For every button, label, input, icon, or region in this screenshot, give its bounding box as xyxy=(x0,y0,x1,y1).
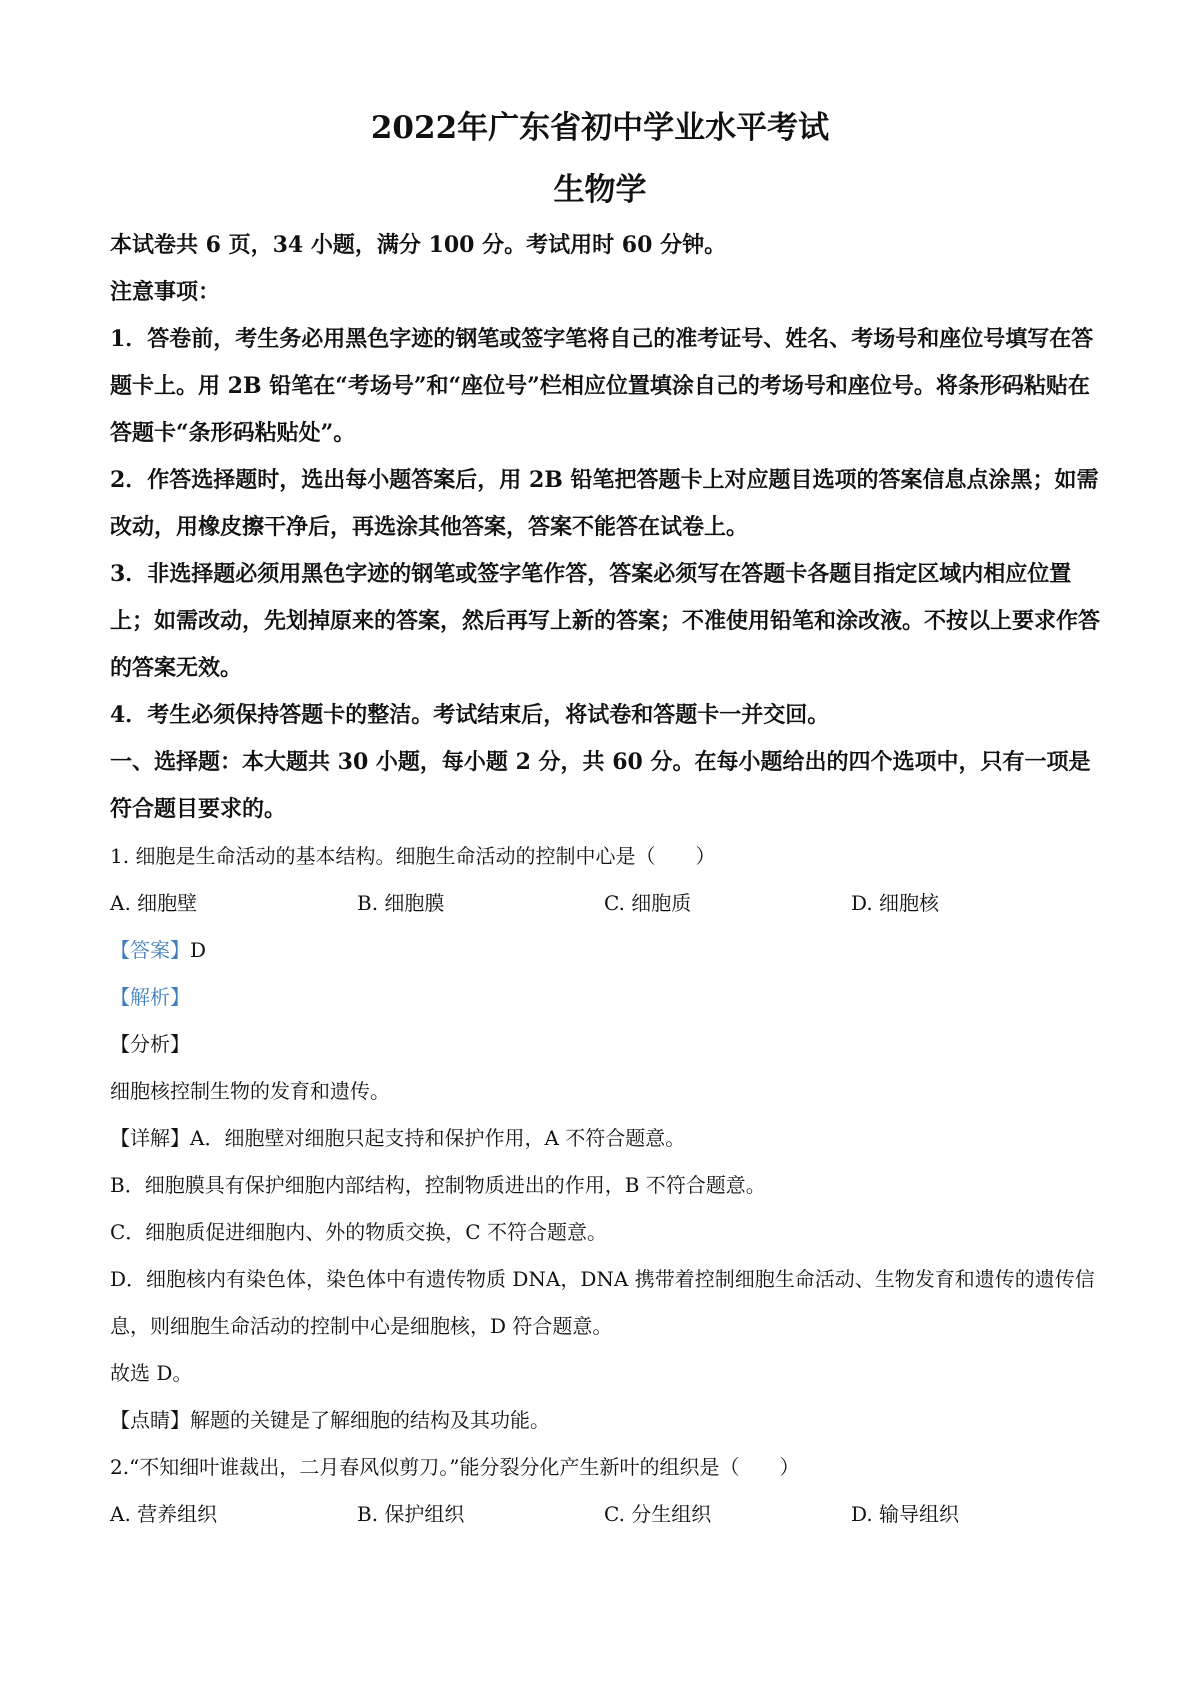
exam-content xyxy=(110,222,1100,1538)
option-c: C. 细胞质 xyxy=(604,891,692,915)
answer-value: D xyxy=(190,938,207,962)
option-a: A. 营养组织 xyxy=(110,1502,218,1526)
section-heading: 一、选择题：本大题共 30 小题，每小题 2 分，共 60 分。在每小题给出的四个选项中，只有一项是符合题目要求的。 xyxy=(110,749,1091,822)
question-2-stem: 2.“不知细叶谁裁出，二月春风似剪刀。”能分裂分化产生新叶的组织是（ ） xyxy=(110,1455,800,1479)
option-b: B. 细胞膜 xyxy=(357,891,445,915)
detail-line-d: D．细胞核内有染色体，染色体中有遗传物质 DNA，DNA 携带着控制细胞生命活动、生物发育和遗传的遗传信息，则细胞生命活动的控制中心是细胞核，D 符合题意。 xyxy=(110,1267,1095,1338)
question-2-options xyxy=(110,1491,1100,1538)
notice-item-1: 1．答卷前，考生务必用黑色字迹的钢笔或签字笔将自己的准考证号、姓名、考场号和座位号填写在答题卡上。用 2B 铅笔在“考场号”和“座位号”栏相应位置填涂自己的考场号和座位号。将条形码粘贴在答题卡“条形码粘贴处”。 xyxy=(110,326,1094,446)
question-1-stem: 1. 细胞是生命活动的基本结构。细胞生命活动的控制中心是（ ） xyxy=(110,844,716,868)
option-d: D. 输导组织 xyxy=(851,1502,960,1526)
option-a: A. 细胞壁 xyxy=(110,891,198,915)
subject-title: 生物学 xyxy=(553,172,647,208)
exam-title: 2022年广东省初中学业水平考试 xyxy=(370,110,830,146)
key-point: 【点睛】解题的关键是了解细胞的结构及其功能。 xyxy=(110,1408,550,1432)
detail-line-c: C．细胞质促进细胞内、外的物质交换，C 不符合题意。 xyxy=(110,1220,607,1244)
question-1-options xyxy=(110,880,1100,927)
notice-item-2: 2．作答选择题时，选出每小题答案后，用 2B 铅笔把答题卡上对应题目选项的答案信息点涂黑；如需改动，用橡皮擦干净后，再选涂其他答案，答案不能答在试卷上。 xyxy=(110,467,1099,540)
detail-line-a: 【详解】A．细胞壁对细胞只起支持和保护作用，A 不符合题意。 xyxy=(110,1126,686,1150)
notice-item-3: 3．非选择题必须用黑色字迹的钢笔或签字笔作答，答案必须写在答题卡各题目指定区域内相应位置上；如需改动，先划掉原来的答案，然后再写上新的答案；不准使用铅笔和涂改液。不按以上要求作答的答案无效。 xyxy=(110,561,1101,681)
exam-summary: 本试卷共 6 页，34 小题，满分 100 分。考试用时 60 分钟。 xyxy=(110,232,727,258)
fenxi-text: 细胞核控制生物的发育和遗传。 xyxy=(110,1079,390,1103)
detail-line-b: B．细胞膜具有保护细胞内部结构，控制物质进出的作用，B 不符合题意。 xyxy=(110,1173,766,1197)
option-c: C. 分生组织 xyxy=(604,1502,712,1526)
fenxi-tag: 【分析】 xyxy=(110,1032,190,1056)
notice-heading: 注意事项： xyxy=(110,279,221,305)
notice-item-4: 4．考生必须保持答题卡的整洁。考试结束后，将试卷和答题卡一并交回。 xyxy=(110,702,830,728)
conclusion: 故选 D。 xyxy=(110,1361,193,1385)
option-b: B. 保护组织 xyxy=(357,1502,465,1526)
answer-tag: 【答案】 xyxy=(110,938,190,962)
answer-line xyxy=(110,927,1100,974)
option-d: D. 细胞核 xyxy=(851,891,940,915)
analysis-tag: 【解析】 xyxy=(110,985,190,1009)
